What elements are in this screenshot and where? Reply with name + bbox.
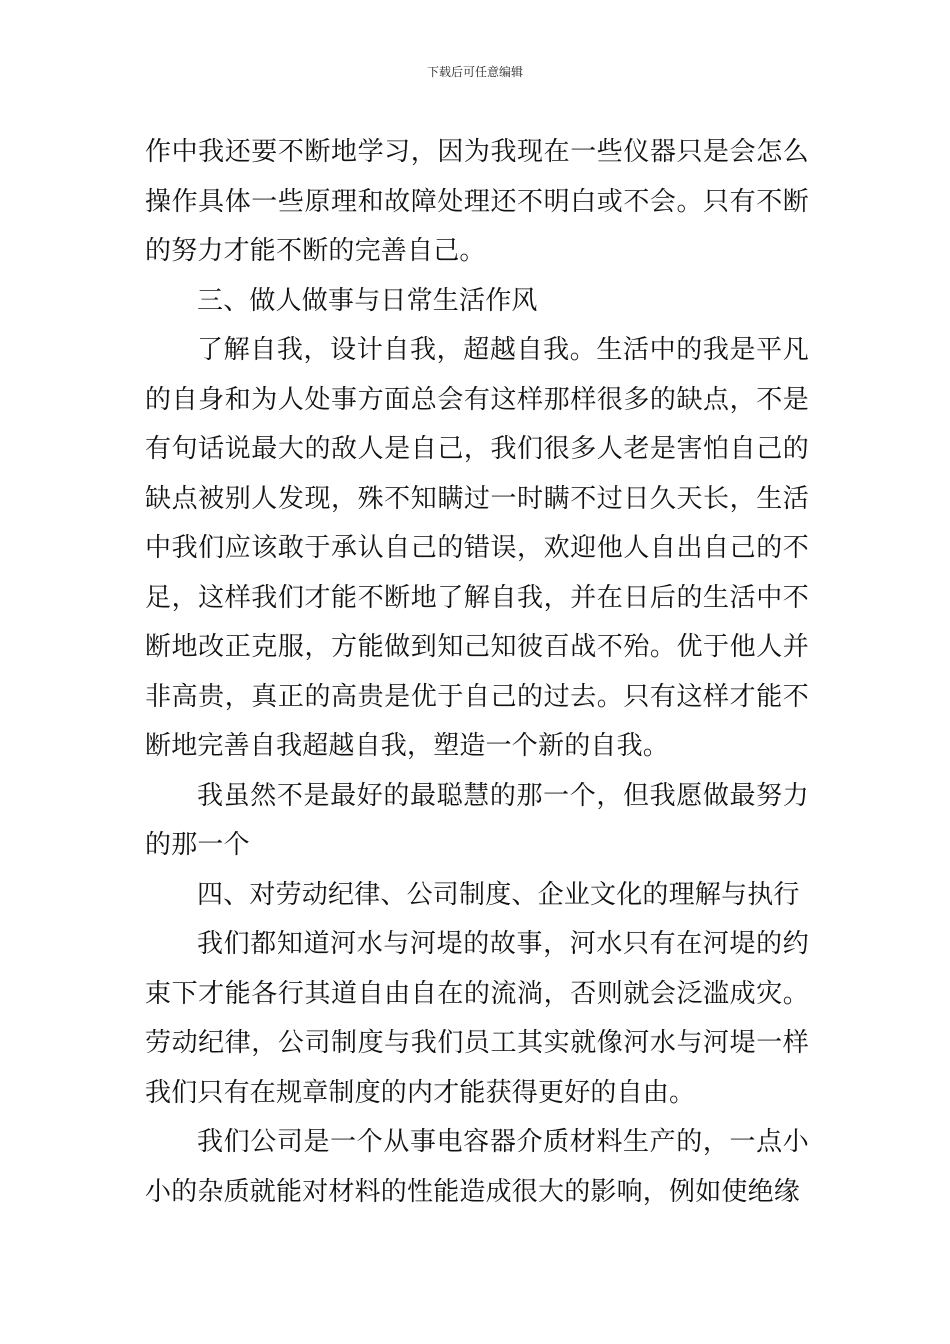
- document-body: [145, 128, 809, 1217]
- paragraph-effort: 我虽然不是最好的最聪慧的那一个，但我愿做最努力的那一个: [145, 780, 809, 860]
- paragraph-company: 我们公司是一个从事电容器介质材料生产的，一点小小的杂质就能对材料的性能造成很大的影响，例如使绝缘: [145, 1127, 809, 1207]
- section-heading-4: 四、对劳动纪律、公司制度、企业文化的理解与执行: [197, 879, 800, 910]
- section-heading-3: 三、做人做事与日常生活作风: [197, 285, 538, 316]
- page-header: 下载后可任意编辑: [426, 65, 523, 79]
- paragraph-continued: 作中我还要不断地学习，因为我现在一些仪器只是会怎么操作具体一些原理和故障处理还不明白或不会。只有不断的努力才能不断的完善自己。: [145, 137, 809, 266]
- paragraph-river-metaphor: 我们都知道河水与河堤的故事，河水只有在河堤的约束下才能各行其道自由自在的流淌，否则就会泛滥成灾。劳动纪律，公司制度与我们员工其实就像河水与河堤一样我们只有在规章制度的内才能获得更好的自由。: [145, 929, 809, 1108]
- paragraph-self-knowledge: 了解自我，设计自我，超越自我。生活中的我是平凡的自身和为人处事方面总会有这样那样很多的缺点，不是有句话说最大的敌人是自己，我们很多人老是害怕自己的缺点被别人发现，殊不知瞒过一时瞒不过日久天长，生活中我们应该敢于承认自己的错误，欢迎他人自出自己的不足，这样我们才能不断地了解自我，并在日后的生活中不断地改正克服，方能做到知己知彼百战不殆。优于他人并非高贵，真正的高贵是优于自己的过去。只有这样才能不断地完善自我超越自我，塑造一个新的自我。: [145, 335, 809, 761]
